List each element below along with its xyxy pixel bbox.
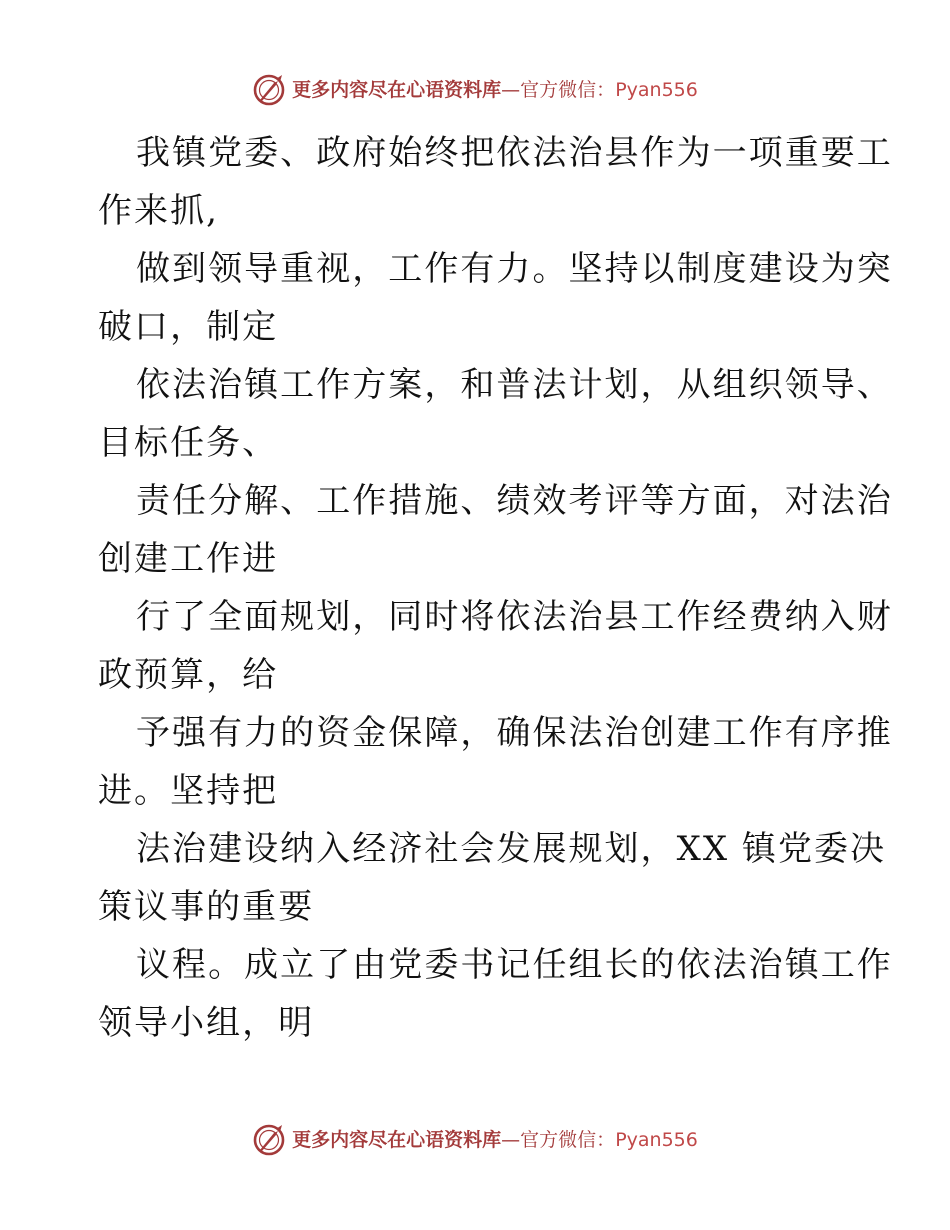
watermark-main-text: 更多内容尽在心语资料库 xyxy=(292,1128,502,1151)
body-line: 依法治镇工作方案，和普法计划，从组织领导、 xyxy=(136,365,893,405)
body-line: 破口，制定 xyxy=(98,307,279,347)
body-line: 责任分解、工作措施、绩效考评等方面，对法治 xyxy=(136,481,893,521)
body-line: 作来抓, xyxy=(98,191,219,231)
body-line: 我镇党委、政府始终把依法治县作为一项重要工 xyxy=(136,133,893,173)
watermark-banner-top xyxy=(0,70,950,110)
body-line: 进。坚持把 xyxy=(98,771,279,811)
watermark-main-text: 更多内容尽在心语资料库 xyxy=(292,78,502,101)
body-line: 领导小组，明 xyxy=(98,1003,315,1043)
body-line: 目标任务、 xyxy=(98,423,279,463)
quill-circle-icon xyxy=(252,73,286,107)
watermark-sub-text: 官方微信： xyxy=(520,78,616,101)
watermark-dash: — xyxy=(501,78,521,101)
watermark-banner-bottom xyxy=(0,1120,950,1160)
watermark-id: Pyan556 xyxy=(615,1128,698,1151)
quill-circle-icon xyxy=(252,1123,286,1157)
body-line: 行了全面规划，同时将依法治县工作经费纳入财 xyxy=(136,597,893,637)
body-line: 做到领导重视，工作有力。坚持以制度建设为突 xyxy=(136,249,893,289)
body-line: 议程。成立了由党委书记任组长的依法治镇工作 xyxy=(136,945,893,985)
body-line: 法治建设纳入经济社会发展规划，XX 镇党委决 xyxy=(136,829,887,869)
body-line: 予强有力的资金保障，确保法治创建工作有序推 xyxy=(136,713,893,753)
document-body xyxy=(98,124,893,1052)
body-line: 策议事的重要 xyxy=(98,887,315,927)
body-line: 创建工作进 xyxy=(98,539,279,579)
watermark-dash: — xyxy=(501,1128,521,1151)
watermark-id: Pyan556 xyxy=(615,78,698,101)
body-line: 政预算，给 xyxy=(98,655,279,695)
watermark-sub-text: 官方微信： xyxy=(520,1128,616,1151)
